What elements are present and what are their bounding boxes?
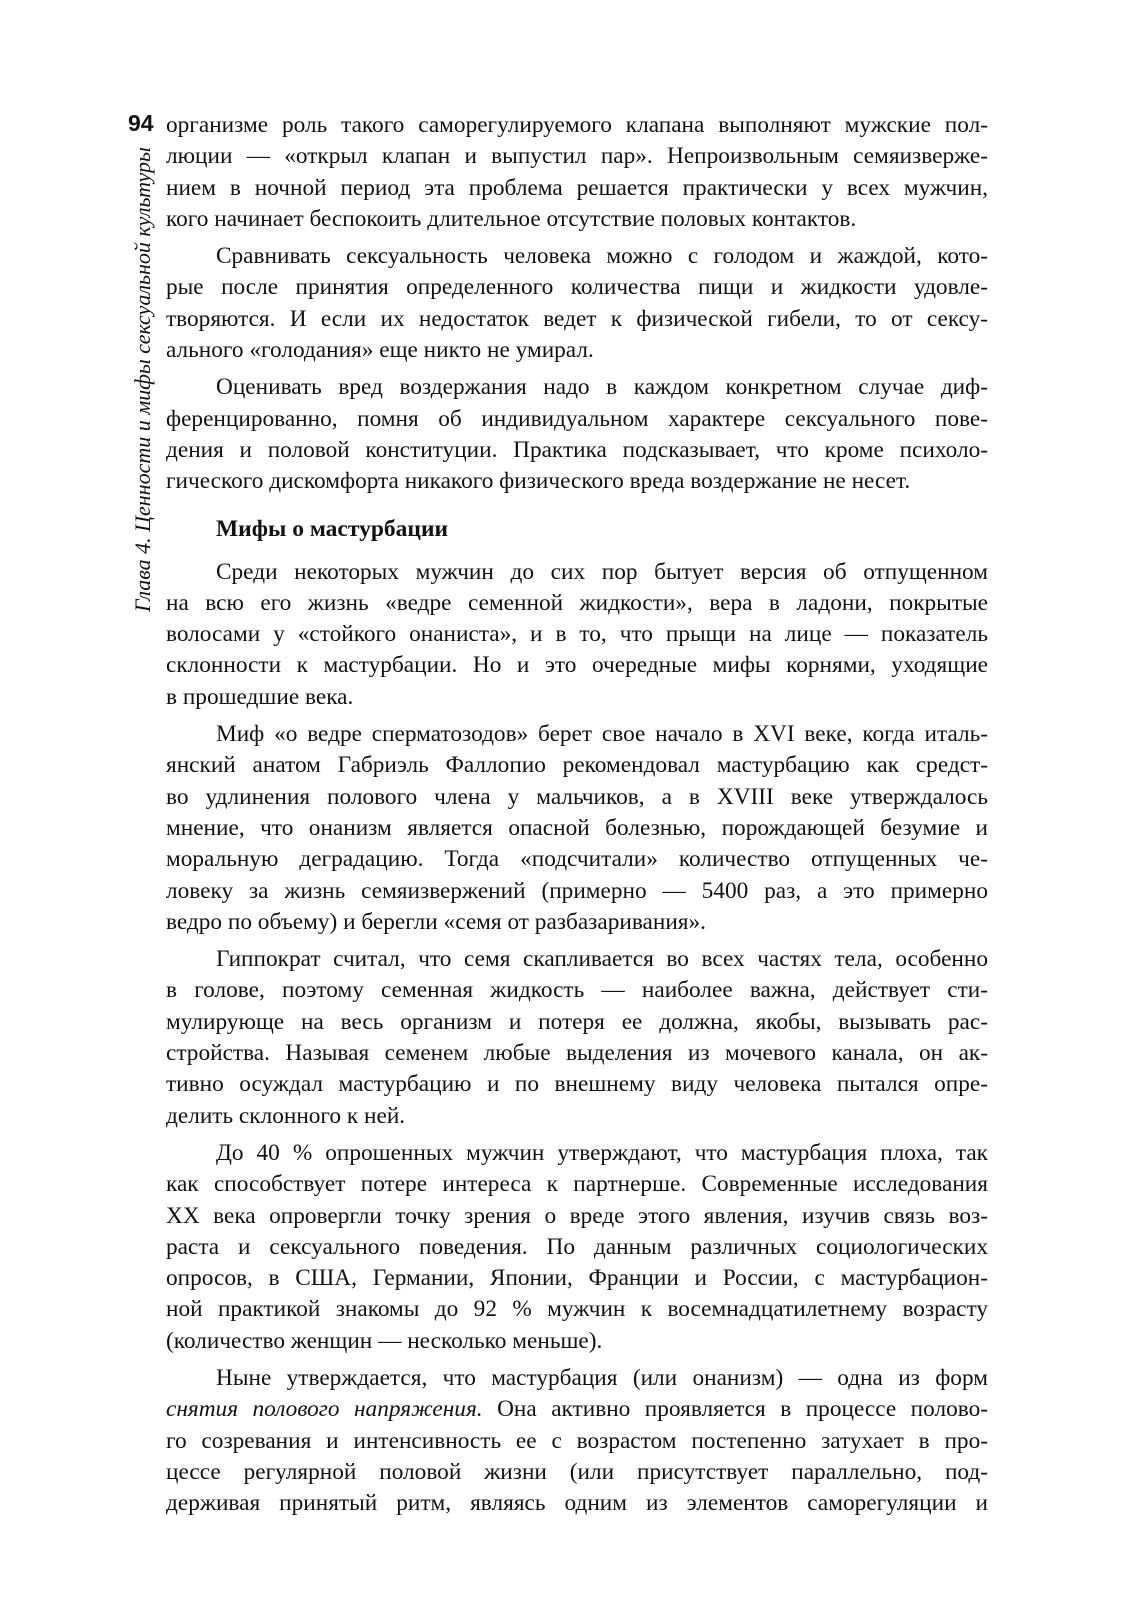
paragraph-3 [166,372,988,497]
text-fragment: Она активно проявляется в процессе полово- [482,1396,988,1423]
text-line: волосами у «стойкого онаниста», и в то, что прыщи на лице — показатель [166,621,988,648]
body-text [166,110,988,1525]
text-line: Оценивать вред воздержания надо в каждом конкретном случае диф- [216,374,988,401]
paragraph-6 [166,944,988,1132]
text-line: опросов, в США, Германии, Японии, Франции и России, с мастурбацион- [166,1265,988,1292]
text-line: ференцированно, помня об индивидуальном характере сексуального пове- [166,405,988,432]
page-number: 94 [128,110,154,136]
text-line: ального «голодания» еще никто не умирал. [166,337,594,364]
text-line: в голове, поэтому семенная жидкость — наиболее важна, действует сти- [166,977,988,1004]
text-line: мулирующе на весь организм и потеря ее должна, якобы, вызывать рас- [166,1008,988,1035]
text-line: XX века опровергли точку зрения о вреде этого явления, изучив связь воз- [166,1202,988,1229]
text-line: дения и половой конституции. Практика подсказывает, что кроме психоло- [166,436,988,463]
text-line [166,1394,988,1425]
text-line: склонности к мастурбации. Но и это очередные мифы корнями, уходящие [166,652,988,679]
text-line: Гиппократ считал, что семя скапливается во всех частях тела, особенно [216,946,988,973]
text-line: стройства. Называя семенем любые выделения из мочевого канала, он ак- [166,1040,988,1067]
text-line: го созревания и интенсивность ее с возрастом постепенно затухает в про- [166,1427,988,1454]
text-line: кого начинает беспокоить длительное отсутствие половых контактов. [166,205,857,232]
text-line: нием в ночной период эта проблема решается практически у всех мужчин, [166,174,988,201]
paragraph-7 [166,1138,988,1357]
paragraph-5 [166,719,988,938]
text-line: на всю его жизнь «ведре семенной жидкости», вера в ладони, покрытые [166,589,988,616]
paragraph-1 [166,110,988,235]
text-line: Ныне утверждается, что мастурбация (или онанизм) — одна из форм [216,1364,988,1391]
text-line: ловеку за жизнь семяизвержений (примерно — 5400 раз, а это примерно [166,877,988,904]
text-line: ной практикой знакомы до 92 % мужчин к восемнадцатилетнему возрасту [166,1296,988,1323]
text-line: ведро по объему) и берегли «семя от разбазаривания». [166,908,706,935]
text-line: Миф «о ведре сперматозодов» берет свое начало в XVI веке, когда италь- [216,721,988,748]
running-head: Глава 4. Ценности и мифы сексуальной культуры [130,147,155,612]
text-line: цессе регулярной половой жизни (или присутствует параллельно, под- [166,1458,988,1485]
paragraph-2 [166,241,988,366]
text-line: Сравнивать сексуальность человека можно с голодом и жаждой, кото- [216,243,988,270]
text-line: тивно осуждал мастурбацию и по внешнему виду человека пытался опре- [166,1071,988,1098]
text-line: как способствует потере интереса к партнерше. Современные исследования [166,1171,988,1198]
text-line: раста и сексуального поведения. По данным различных социологических [166,1233,988,1260]
section-heading: Мифы о мастурбации [216,515,449,542]
text-line: (количество женщин — несколько меньше). [166,1327,603,1354]
text-line: мнение, что онанизм является опасной болезнью, порождающей безумие и [166,814,988,841]
text-line: рые после принятия определенного количества пищи и жидкости удовле- [166,274,988,301]
text-line: держивая принятый ритм, являясь одним из элементов саморегуляции и [166,1490,988,1517]
text-line: в прошедшие века. [166,683,354,710]
text-line: янский анатом Габриэль Фаллопио рекомендовал мастурбацию как средст- [166,752,988,779]
italic-term: снятия полового напряжения. [166,1396,483,1423]
text-line: моральную деградацию. Тогда «подсчитали» количество отпущенных че- [166,846,988,873]
text-line: творяются. И если их недостаток ведет к физической гибели, то от сексу- [166,305,988,332]
text-line: До 40 % опрошенных мужчин утверждают, что мастурбация плоха, так [216,1139,988,1166]
paragraph-8 [166,1363,988,1519]
text-line: люции — «открыл клапан и выпустил пар». Непроизвольным семяизверже- [166,143,988,170]
paragraph-4 [166,557,988,713]
text-line: организме роль такого саморегулируемого клапана выполняют мужские пол- [166,112,988,138]
text-line: Среди некоторых мужчин до сих пор бытует версия об отпущенном [216,558,988,585]
text-line: во удлинения полового члена у мальчиков, а в XVIII веке утверждалось [166,783,988,810]
text-line: гического дискомфорта никакого физического вреда воздержание не несет. [166,468,911,495]
text-line: делить склонного к ней. [166,1102,406,1129]
